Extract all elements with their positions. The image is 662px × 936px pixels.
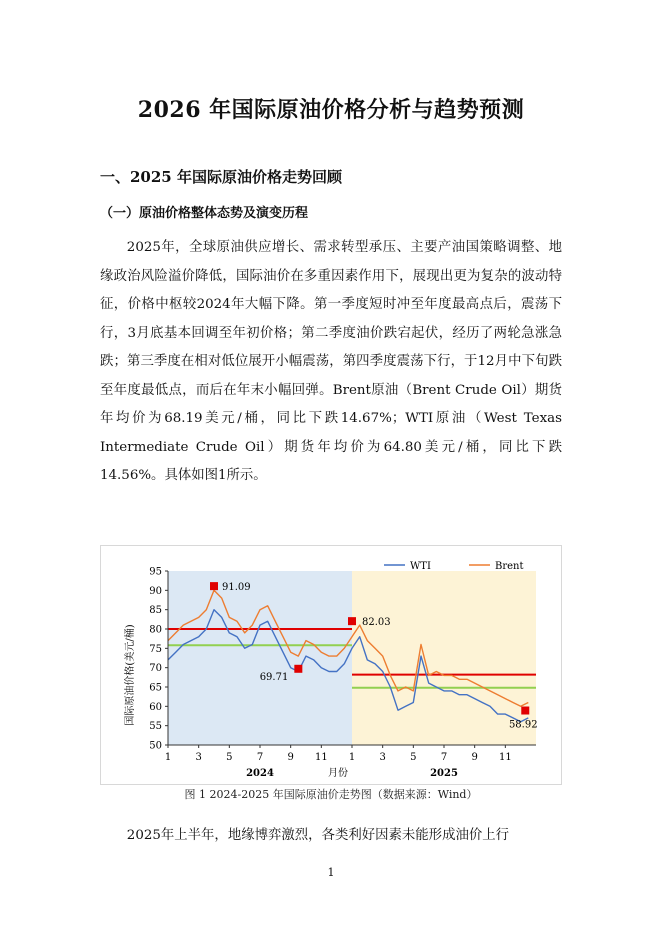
x-tick-label: 3	[195, 752, 202, 763]
x-tick-label: 7	[440, 752, 448, 763]
y-tick-label: 55	[149, 721, 162, 733]
figure-caption: 图 1 2024-2025 年国际原油价走势图（数据来源：Wind）	[184, 788, 478, 801]
y-tick-label: 70	[149, 663, 162, 675]
legend-brent-label: Brent	[495, 561, 524, 572]
page-title: 2026 年国际原油价格分析与趋势预测	[137, 97, 525, 123]
x-tick-label: 9	[287, 752, 294, 763]
y-tick-label: 90	[149, 585, 162, 597]
x-axis-label: 月份	[328, 768, 348, 779]
x-tick-label: 5	[226, 752, 233, 763]
data-label: 69.71	[259, 671, 289, 683]
x-tick-label: 1	[164, 752, 172, 763]
y-axis-label: 国际原油价格(美元/桶)	[125, 624, 136, 726]
y-tick-label: 65	[149, 682, 162, 694]
section-heading: 一、2025 年国际原油价格走势回顾	[100, 168, 342, 186]
data-label: 91.09	[222, 582, 251, 594]
y-tick-label: 60	[149, 701, 162, 713]
legend-wti-label: WTI	[410, 561, 431, 572]
body-paragraph: 2025年，全球原油供应增长、需求转型承压、主要产油国策略调整、地缘政治风险溢价降低，国际油价在多重因素作用下，展现出更为复杂的波动特征，价格中枢较2024年大幅下降。第一季度短时冲至年度最高点后，震荡下行，3月底基本回调至年初价格；第二季度油价跌宕起伏，经历了两轮急涨急跌；第三季度在相对低位展开小幅震荡，第四季度震荡下行，于12月中下旬跌至年度最低点，而后在年末小幅回弹。Brent原油（Brent Crude Oil）期货年均价为68.19美元/桶，同比下跌14.67%；WTI原油（West Texas Intermediate Crude Oil）期货年均价为64.80美元/桶，同比下跌14.56%。具体如图1所示。	[100, 240, 562, 483]
data-label: 82.03	[362, 617, 391, 629]
y-tick-label: 85	[149, 605, 162, 617]
y-tick-label: 50	[149, 740, 162, 752]
peak-marker	[348, 617, 356, 625]
x-tick-label: 5	[410, 752, 417, 763]
year-label-2024: 2024	[246, 768, 274, 779]
data-label: 58.92	[508, 719, 538, 731]
body-paragraph-2: 2025年上半年，地缘博弈激烈，各类利好因素未能形成油价上行	[126, 828, 510, 843]
y-tick-label: 95	[149, 566, 162, 578]
oil-price-chart	[100, 545, 562, 785]
x-tick-label: 7	[256, 752, 264, 763]
page-number: 1	[327, 866, 335, 879]
peak-marker	[294, 665, 302, 673]
peak-marker	[210, 582, 218, 590]
peak-marker	[521, 707, 529, 715]
bg-2024	[168, 571, 352, 745]
year-label-2025: 2025	[430, 768, 458, 779]
subsection-heading: （一）原油价格整体态势及演变历程	[100, 206, 309, 221]
x-tick-label: 9	[471, 752, 478, 763]
y-tick-label: 75	[149, 643, 162, 655]
x-tick-label: 11	[314, 752, 328, 763]
x-tick-label: 3	[379, 752, 386, 763]
y-tick-label: 80	[149, 624, 162, 636]
x-tick-label: 11	[498, 752, 512, 763]
x-tick-label: 1	[348, 752, 356, 763]
